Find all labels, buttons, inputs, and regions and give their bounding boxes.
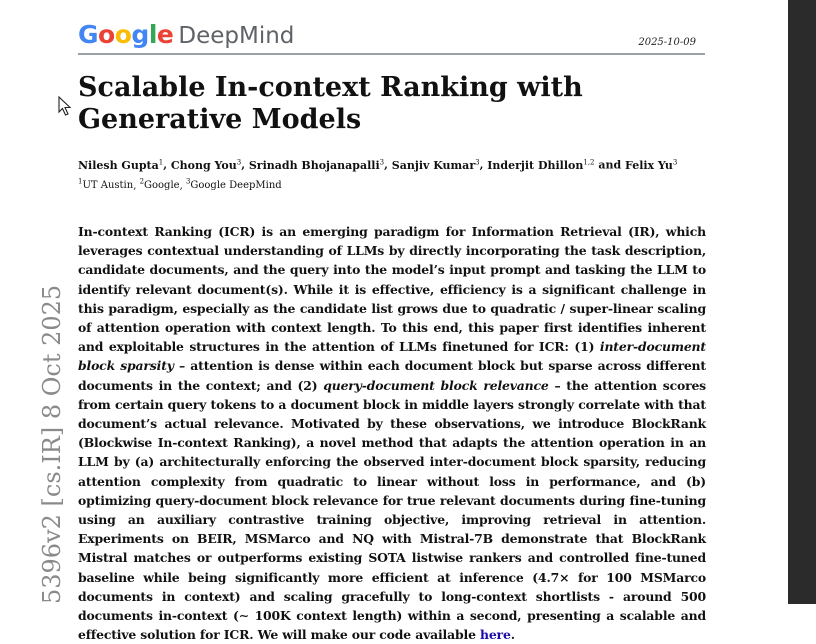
- code-link[interactable]: here: [479, 627, 511, 643]
- author-name: Inderjit Dhillon$^{1,2}$: [487, 158, 595, 172]
- author-list: Nilesh Gupta$^1$, Chong You$^3$, Srinadh Bhojanapalli$^3$, Sanjiv Kumar$^3$, Inderjit Dhillon$^{1,2}$ and Felix Yu$^3$: [78, 158, 678, 172]
- deepmind-wordmark: DeepMind: [178, 23, 295, 49]
- viewer-scrollbar[interactable]: [788, 0, 816, 604]
- paper-title: Scalable In-context Ranking with Generative Models: [78, 72, 583, 135]
- affiliation: $^1$UT Austin: [78, 178, 134, 192]
- mouse-cursor-icon: [58, 96, 72, 116]
- emphasis-term: inter-document block sparsity: [78, 339, 706, 374]
- emphasis-term: query-document block relevance: [323, 377, 549, 393]
- author-name: Sanjiv Kumar$^3$: [391, 158, 480, 172]
- arxiv-identifier-stamp: 5396v2 [cs.IR] 8 Oct 2025: [38, 284, 66, 604]
- affiliation: $^2$Google: [139, 178, 180, 192]
- author-name: Srinadh Bhojanapalli$^3$: [248, 158, 385, 172]
- author-name: Nilesh Gupta$^1$: [78, 158, 164, 172]
- google-deepmind-logo: [78, 20, 294, 50]
- affiliation-list: $^1$UT Austin, $^2$Google, $^3$Google DeepMind: [78, 178, 282, 192]
- affiliation: $^3$Google DeepMind: [185, 178, 282, 192]
- publication-date: 2025-10-09: [638, 37, 696, 48]
- abstract: In-context Ranking (ICR) is an emerging paradigm for Information Retrieval (IR), which leverages contextual understanding of LLMs by directly incorporating the task description, candidate documents, and the query into the model’s input prompt and tasking the LLM to identify relevant document(s). While it is effective, efficiency is a significant challenge in this paradigm, especially as the candidate list grows due to quadratic / super-linear scaling of attention operation with context length. To this end, this paper first identifies inherent and exploitable structures in the attention of LLMs finetuned for ICR: (1) inter-document block sparsity – attention is dense within each document block but sparse across different documents in the context; and (2) query-document block relevance – the attention scores from certain query tokens to a document block in middle layers strongly correlate with that document’s actual relevance. Motivated by these observations, we introduce BlockRank (Blockwise In-context Ranking), a novel method that adapts the attention operation in an LLM by (a) architecturally enforcing the observed inter-document block sparsity, reducing attention complexity from quadratic to linear without loss in performance, and (b) optimizing query-document block relevance for true relevant documents during fine-tuning using an auxiliary contrastive training objective, improving retrieval in attention. Experiments on BEIR, MSMarco and NQ with Mistral-7B demonstrate that BlockRank Mistral matches or outperforms existing SOTA listwise rankers and controlled fine-tuned baseline while being significantly more efficient at inference (4.7× for 100 MSMarco documents in context) and scaling gracefully to long-context shortlists - around 500 documents in-context (∼ 100K context length) within a second, presenting a scalable and effective solution for ICR. We will make our code available here.: [78, 224, 707, 643]
- author-name: Felix Yu$^3$: [624, 158, 678, 172]
- author-name: Chong You$^3$: [170, 158, 242, 172]
- google-wordmark: Google: [78, 20, 174, 49]
- header-divider: [78, 53, 705, 55]
